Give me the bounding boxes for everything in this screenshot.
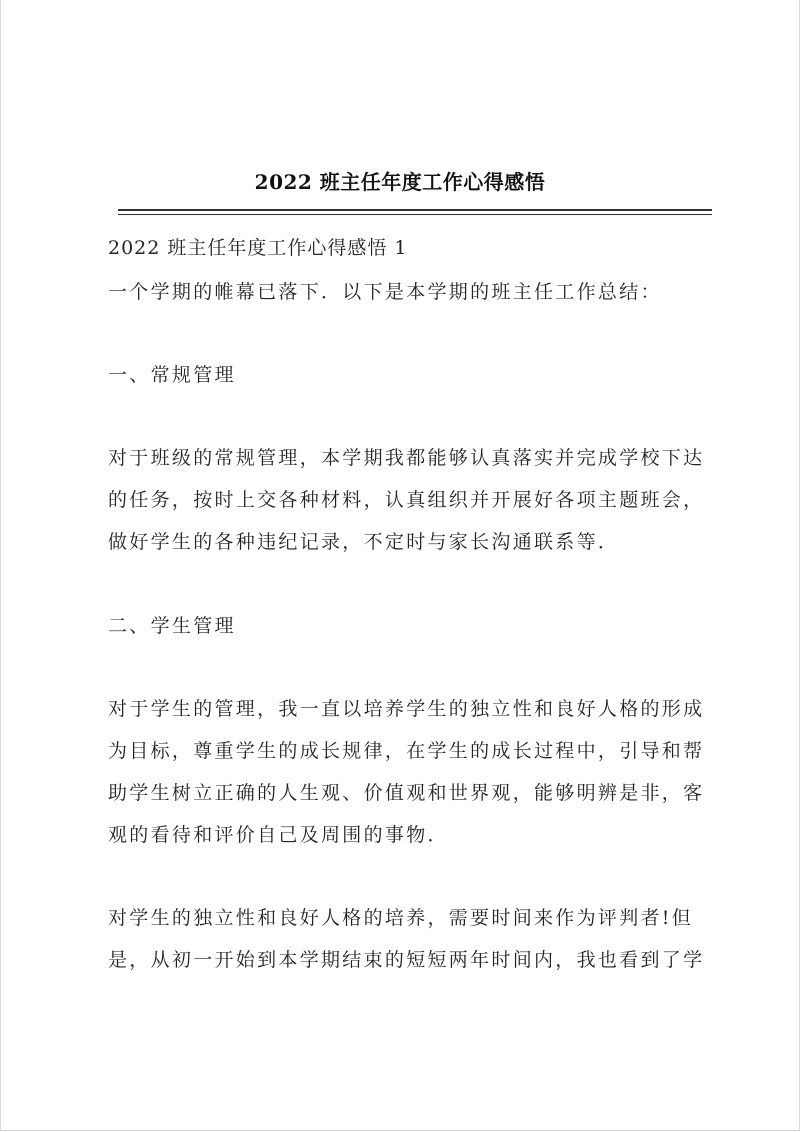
- paragraph-line: 观的看待和评价自己及周围的事物．: [108, 824, 449, 846]
- document-title: 2022 班主任年度工作心得感悟: [254, 170, 546, 194]
- title-rule-thick: [118, 209, 712, 211]
- paragraph-line: 的任务，按时上交各种材料，认真组织并开展好各项主题班会，: [108, 489, 705, 511]
- section-heading-routine: 一、常规管理: [108, 364, 236, 386]
- intro-line: 一个学期的帷幕已落下．以下是本学期的班主任工作总结：: [108, 281, 662, 303]
- paragraph-line: 对学生的独立性和良好人格的培养，需要时间来作为评判者!但: [108, 907, 694, 929]
- paragraph-line: 为目标，尊重学生的成长规律，在学生的成长过程中，引导和帮: [108, 740, 705, 762]
- paragraph-line: 对于班级的常规管理，本学期我都能够认真落实并完成学校下达: [108, 447, 705, 469]
- paragraph-line: 助学生树立正确的人生观、价值观和世界观，能够明辨是非，客: [108, 782, 705, 804]
- paragraph-line: 做好学生的各种违纪记录，不定时与家长沟通联系等．: [108, 531, 620, 553]
- title-rule-thin: [118, 214, 712, 215]
- paragraph-line: 对于学生的管理，我一直以培养学生的独立性和良好人格的形成: [108, 698, 705, 720]
- section-heading-students: 二、学生管理: [108, 615, 236, 637]
- section-heading: 2022 班主任年度工作心得感悟 1: [108, 237, 408, 259]
- paragraph-line: 是，从初一开始到本学期结束的短短两年时间内，我也看到了学: [108, 949, 705, 971]
